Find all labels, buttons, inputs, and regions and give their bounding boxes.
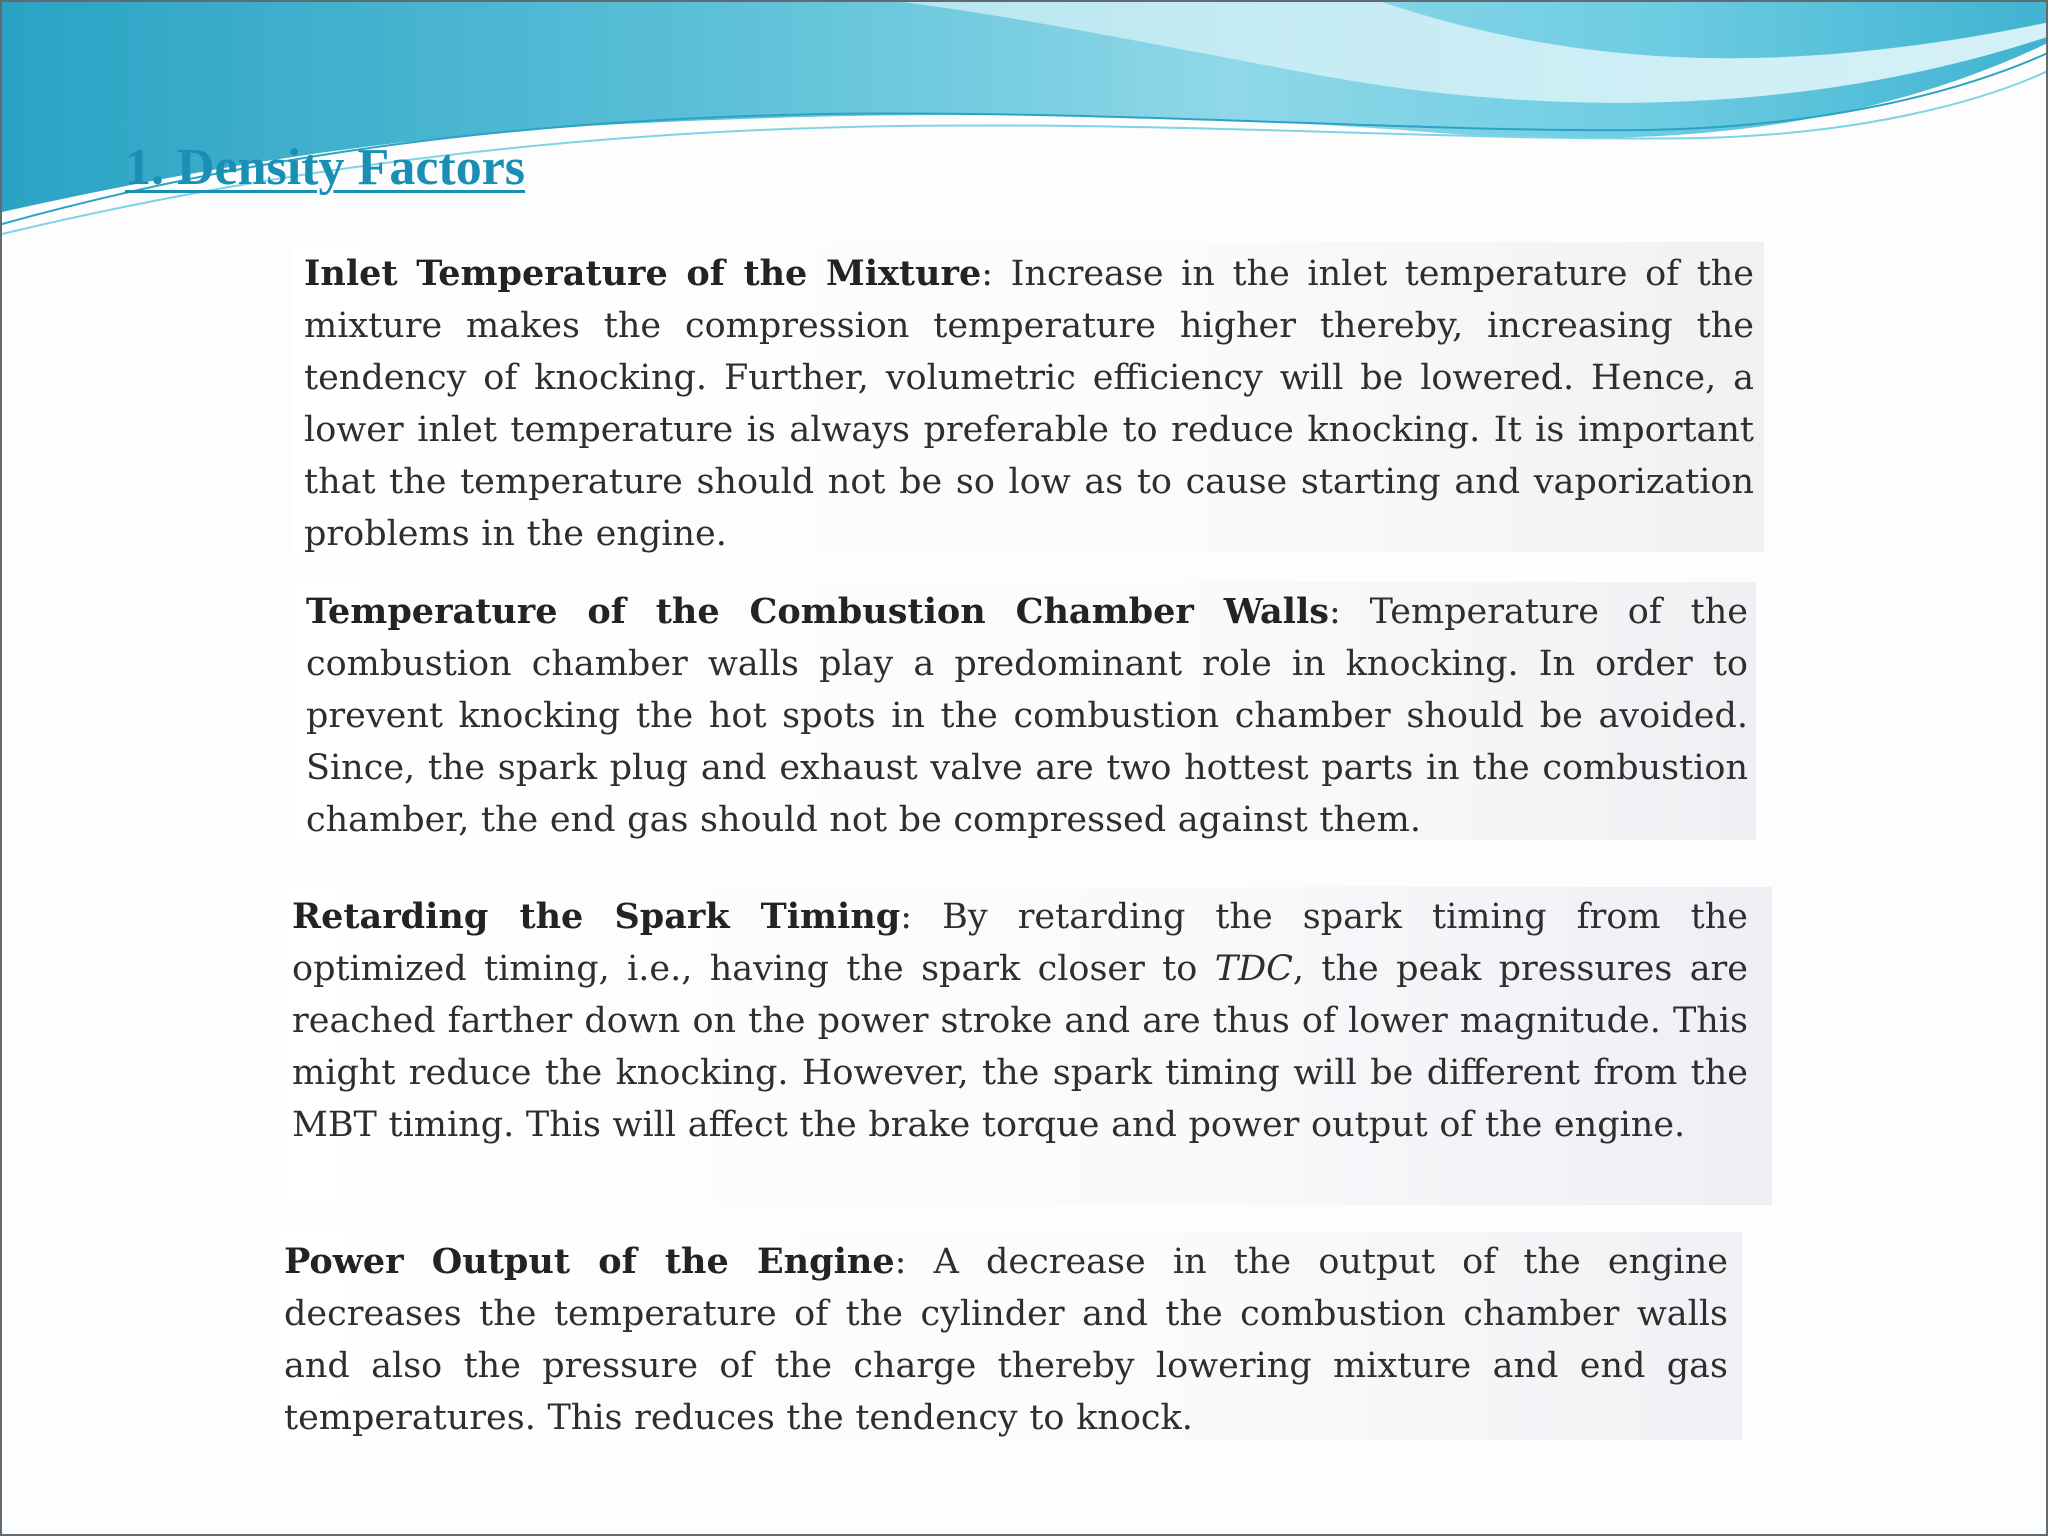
paragraph-combustion-chamber-walls — [294, 582, 1756, 840]
paragraph-text-after: , the peak pressures are reached farther down on the power stroke and are thus of lower magnitude. This might reduce the knocking. However, the spark timing will be different from the MBT timing. This will affect the brake torque and power output of the engine. — [292, 949, 1749, 1145]
term-inlet-temperature: Inlet Temperature of the Mixture — [304, 253, 982, 294]
paragraph-inlet-temperature — [292, 242, 1764, 552]
paragraph-power-output — [274, 1232, 1742, 1440]
separator: : — [894, 1242, 907, 1282]
paragraph-text: A decrease in the output of the engine decreases the temperature of the cylinder and the combustion chamber walls and also the pressure of the charge thereby lowering mixture and end gas temperatures. This reduces the tendency to knock. — [284, 1242, 1728, 1438]
math-tdc: TDC — [1214, 949, 1293, 989]
header-wave-decoration — [2, 2, 2048, 242]
paragraph-text: Temperature of the combustion chamber walls play a predominant role in knocking. In order to prevent knocking the hot spots in the combustion chamber should be avoided. Since, the spark plug and exhaust valve are two hottest parts in the combustion chamber, the end gas should not be compressed against them. — [306, 592, 1748, 840]
term-combustion-chamber-walls: Temperature of the Combustion Chamber Walls — [306, 591, 1329, 632]
slide-title: 1. Density Factors — [125, 139, 526, 196]
paragraph-text: Increase in the inlet temperature of the mixture makes the compression temperature higher thereby, increasing the tendency of knocking. Further, volumetric efficiency will be lowered. Hence, a lower inlet temperature is always preferable to reduce knocking. It is important that the temperature should not be so low as to cause starting and vaporization problems in the engine. — [304, 254, 1755, 554]
separator: : — [981, 254, 994, 294]
separator: : — [900, 897, 913, 937]
paragraph-spark-timing — [282, 887, 1772, 1205]
separator: : — [1328, 592, 1341, 632]
term-power-output: Power Output of the Engine — [284, 1241, 895, 1282]
paragraph-text-before: By retarding the spark timing from the optimized timing, i.e., having the spark closer to — [292, 897, 1748, 989]
term-spark-timing: Retarding the Spark Timing — [292, 896, 901, 937]
